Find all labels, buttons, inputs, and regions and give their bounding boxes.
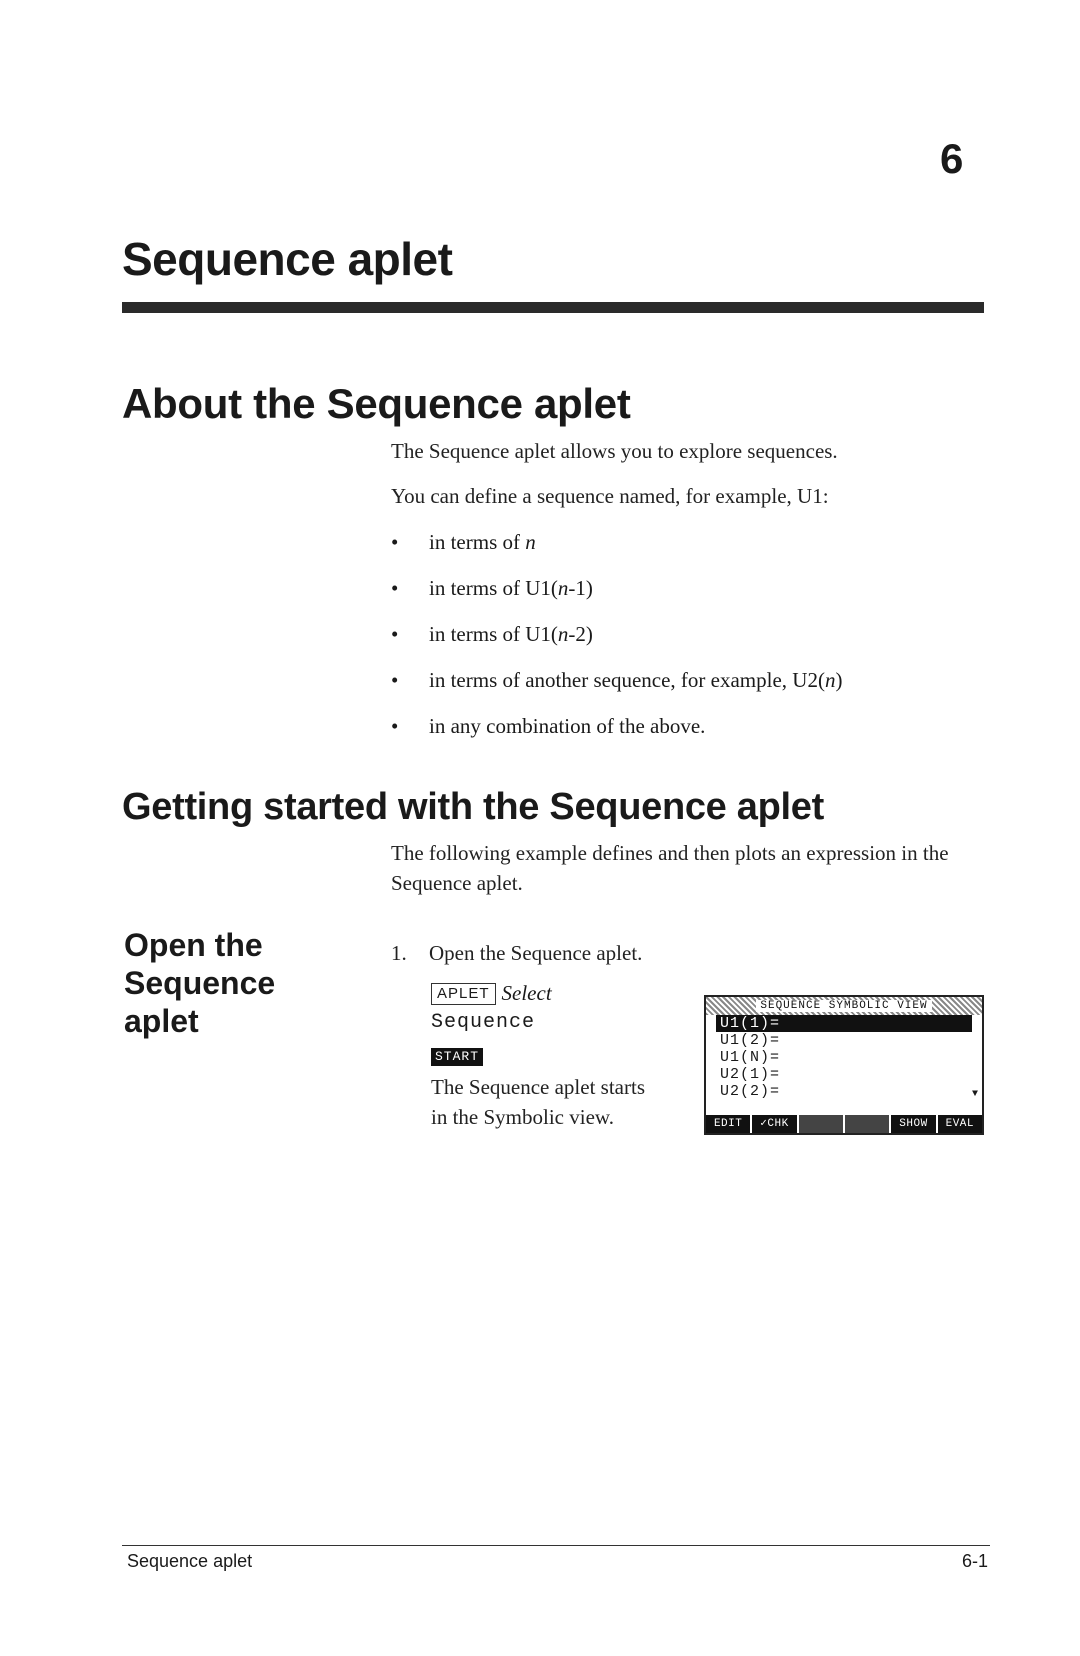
footer-page-number: 6-1 [961,1551,988,1571]
section-heading-about: About the Sequence aplet [122,380,631,427]
screen-menu-bar [706,1115,982,1133]
screen-row: U1(1)= [716,1015,972,1032]
chapter-title: Sequence aplet [122,233,453,285]
list-item: • in terms of n [391,530,536,554]
footer-rule [122,1545,990,1546]
calculator-screen [704,995,984,1135]
menu-key-show: SHOW [891,1115,937,1133]
example-paragraph: The following example defines and then plots an expression in the Sequence aplet. [391,841,949,895]
screen-row: U2(1)= [720,1066,781,1083]
screen-row: U2(2)= [720,1083,781,1100]
start-softkey: START [431,1048,483,1066]
menu-key-eval: EVAL [938,1115,982,1133]
list-item: • in terms of another sequence, for example, U2(n) [391,668,843,692]
list-item: • in any combination of the above. [391,714,706,738]
list-item: • in terms of U1(n-1) [391,576,593,600]
step-1 [391,938,642,968]
menu-item-label: Sequence [431,1011,536,1034]
define-paragraph: You can define a sequence named, for example, U1: [391,484,829,508]
definition-list [391,527,842,757]
step-text: Open the Sequence aplet. [429,941,643,965]
chapter-number: 6 [940,135,964,182]
intro-paragraph: The Sequence aplet allows you to explore sequences. [391,439,838,463]
step-number: 1. [391,941,407,965]
menu-key-blank [799,1115,845,1133]
keystroke-instructions [431,978,552,1068]
screen-rows [706,1015,982,1100]
select-word: Select [501,981,552,1005]
screen-row: U1(2)= [720,1032,781,1049]
menu-key-blank [845,1115,891,1133]
step-note: The Sequence aplet starts in the Symbolic view. [431,1075,645,1129]
section-heading-getting-started: Getting started with the Sequence aplet [122,786,824,828]
side-heading: Open the Sequence aplet [124,927,276,1039]
screen-title-bar: SEQUENCE SYMBOLIC VIEW [706,997,982,1015]
aplet-key: APLET [431,983,496,1005]
list-item: • in terms of U1(n-2) [391,622,593,646]
scroll-down-icon: ▼ [971,1089,978,1100]
screen-row: U1(N)= [720,1049,781,1066]
footer-chapter-name: Sequence aplet [127,1551,253,1571]
menu-key-edit: EDIT [706,1115,752,1133]
menu-key-check: ✓CHK [752,1115,798,1133]
chapter-rule [122,302,984,313]
